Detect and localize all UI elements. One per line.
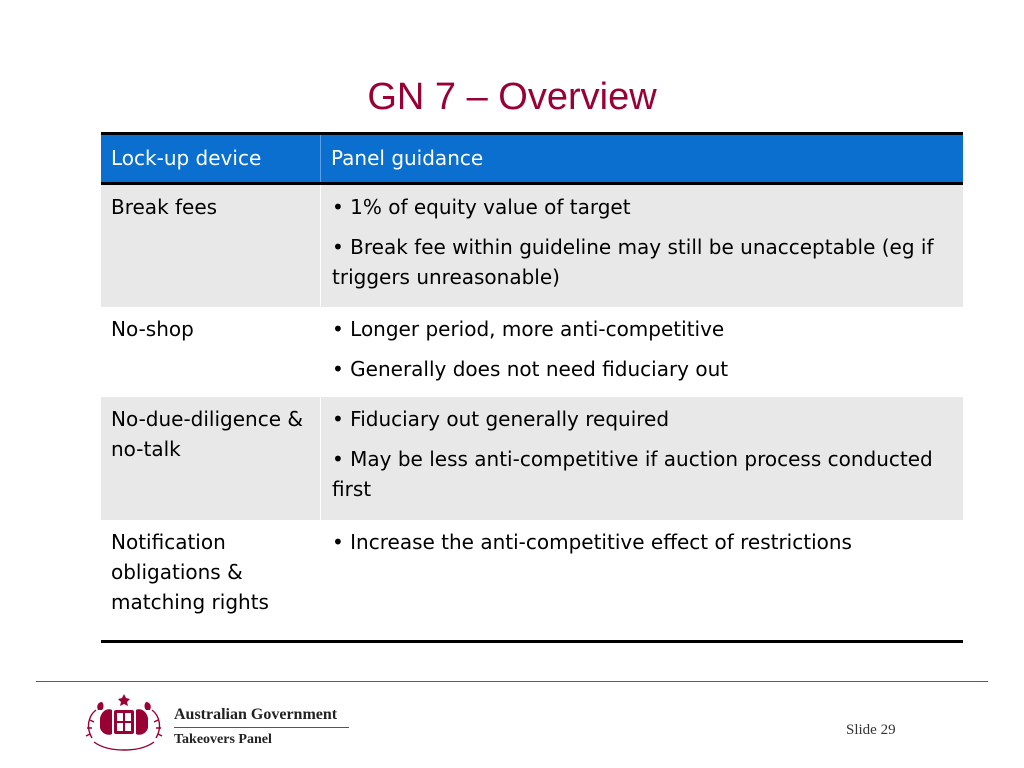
guidance-bullet: • 1% of equity value of target [332,195,631,219]
footer-rule [36,681,988,682]
row-guidance [321,185,963,307]
row-device: Notification obligations & matching rights [101,520,321,640]
row-device: No-shop [101,307,321,397]
guidance-bullet: • Generally does not need fiduciary out [332,357,729,381]
government-logo [82,688,352,754]
row-guidance [321,307,963,397]
row-device: No-due-diligence & no-talk [101,397,321,520]
guidance-bullet: • Increase the anti-competitive effect of restrictions [332,530,852,554]
guidance-bullet: • Fiduciary out generally required [332,407,670,431]
table-header [101,135,963,185]
row-device: Break fees [101,185,321,307]
table-row [101,520,963,640]
guidance-bullet: • Break fee within guideline may still be unacceptable (eg if triggers unreasonable) [332,235,934,289]
header-panel-guidance: Panel guidance [331,146,484,170]
row-guidance [321,397,963,520]
row-guidance [321,520,963,640]
header-lockup-device: Lock-up device [101,135,321,182]
lockup-table [101,132,963,643]
table-row [101,185,963,307]
table-row [101,397,963,520]
coat-of-arms-icon [82,688,166,754]
guidance-bullet: • Longer period, more anti-competitive [332,317,725,341]
panel-name: Takeovers Panel [174,732,272,747]
slide-title: GN 7 – Overview [367,76,657,118]
org-name: Australian Government [174,706,349,728]
table-row [101,307,963,397]
slide-number: Slide 29 [846,722,896,738]
guidance-bullet: • May be less anti-competitive if auction process conducted first [332,447,933,501]
